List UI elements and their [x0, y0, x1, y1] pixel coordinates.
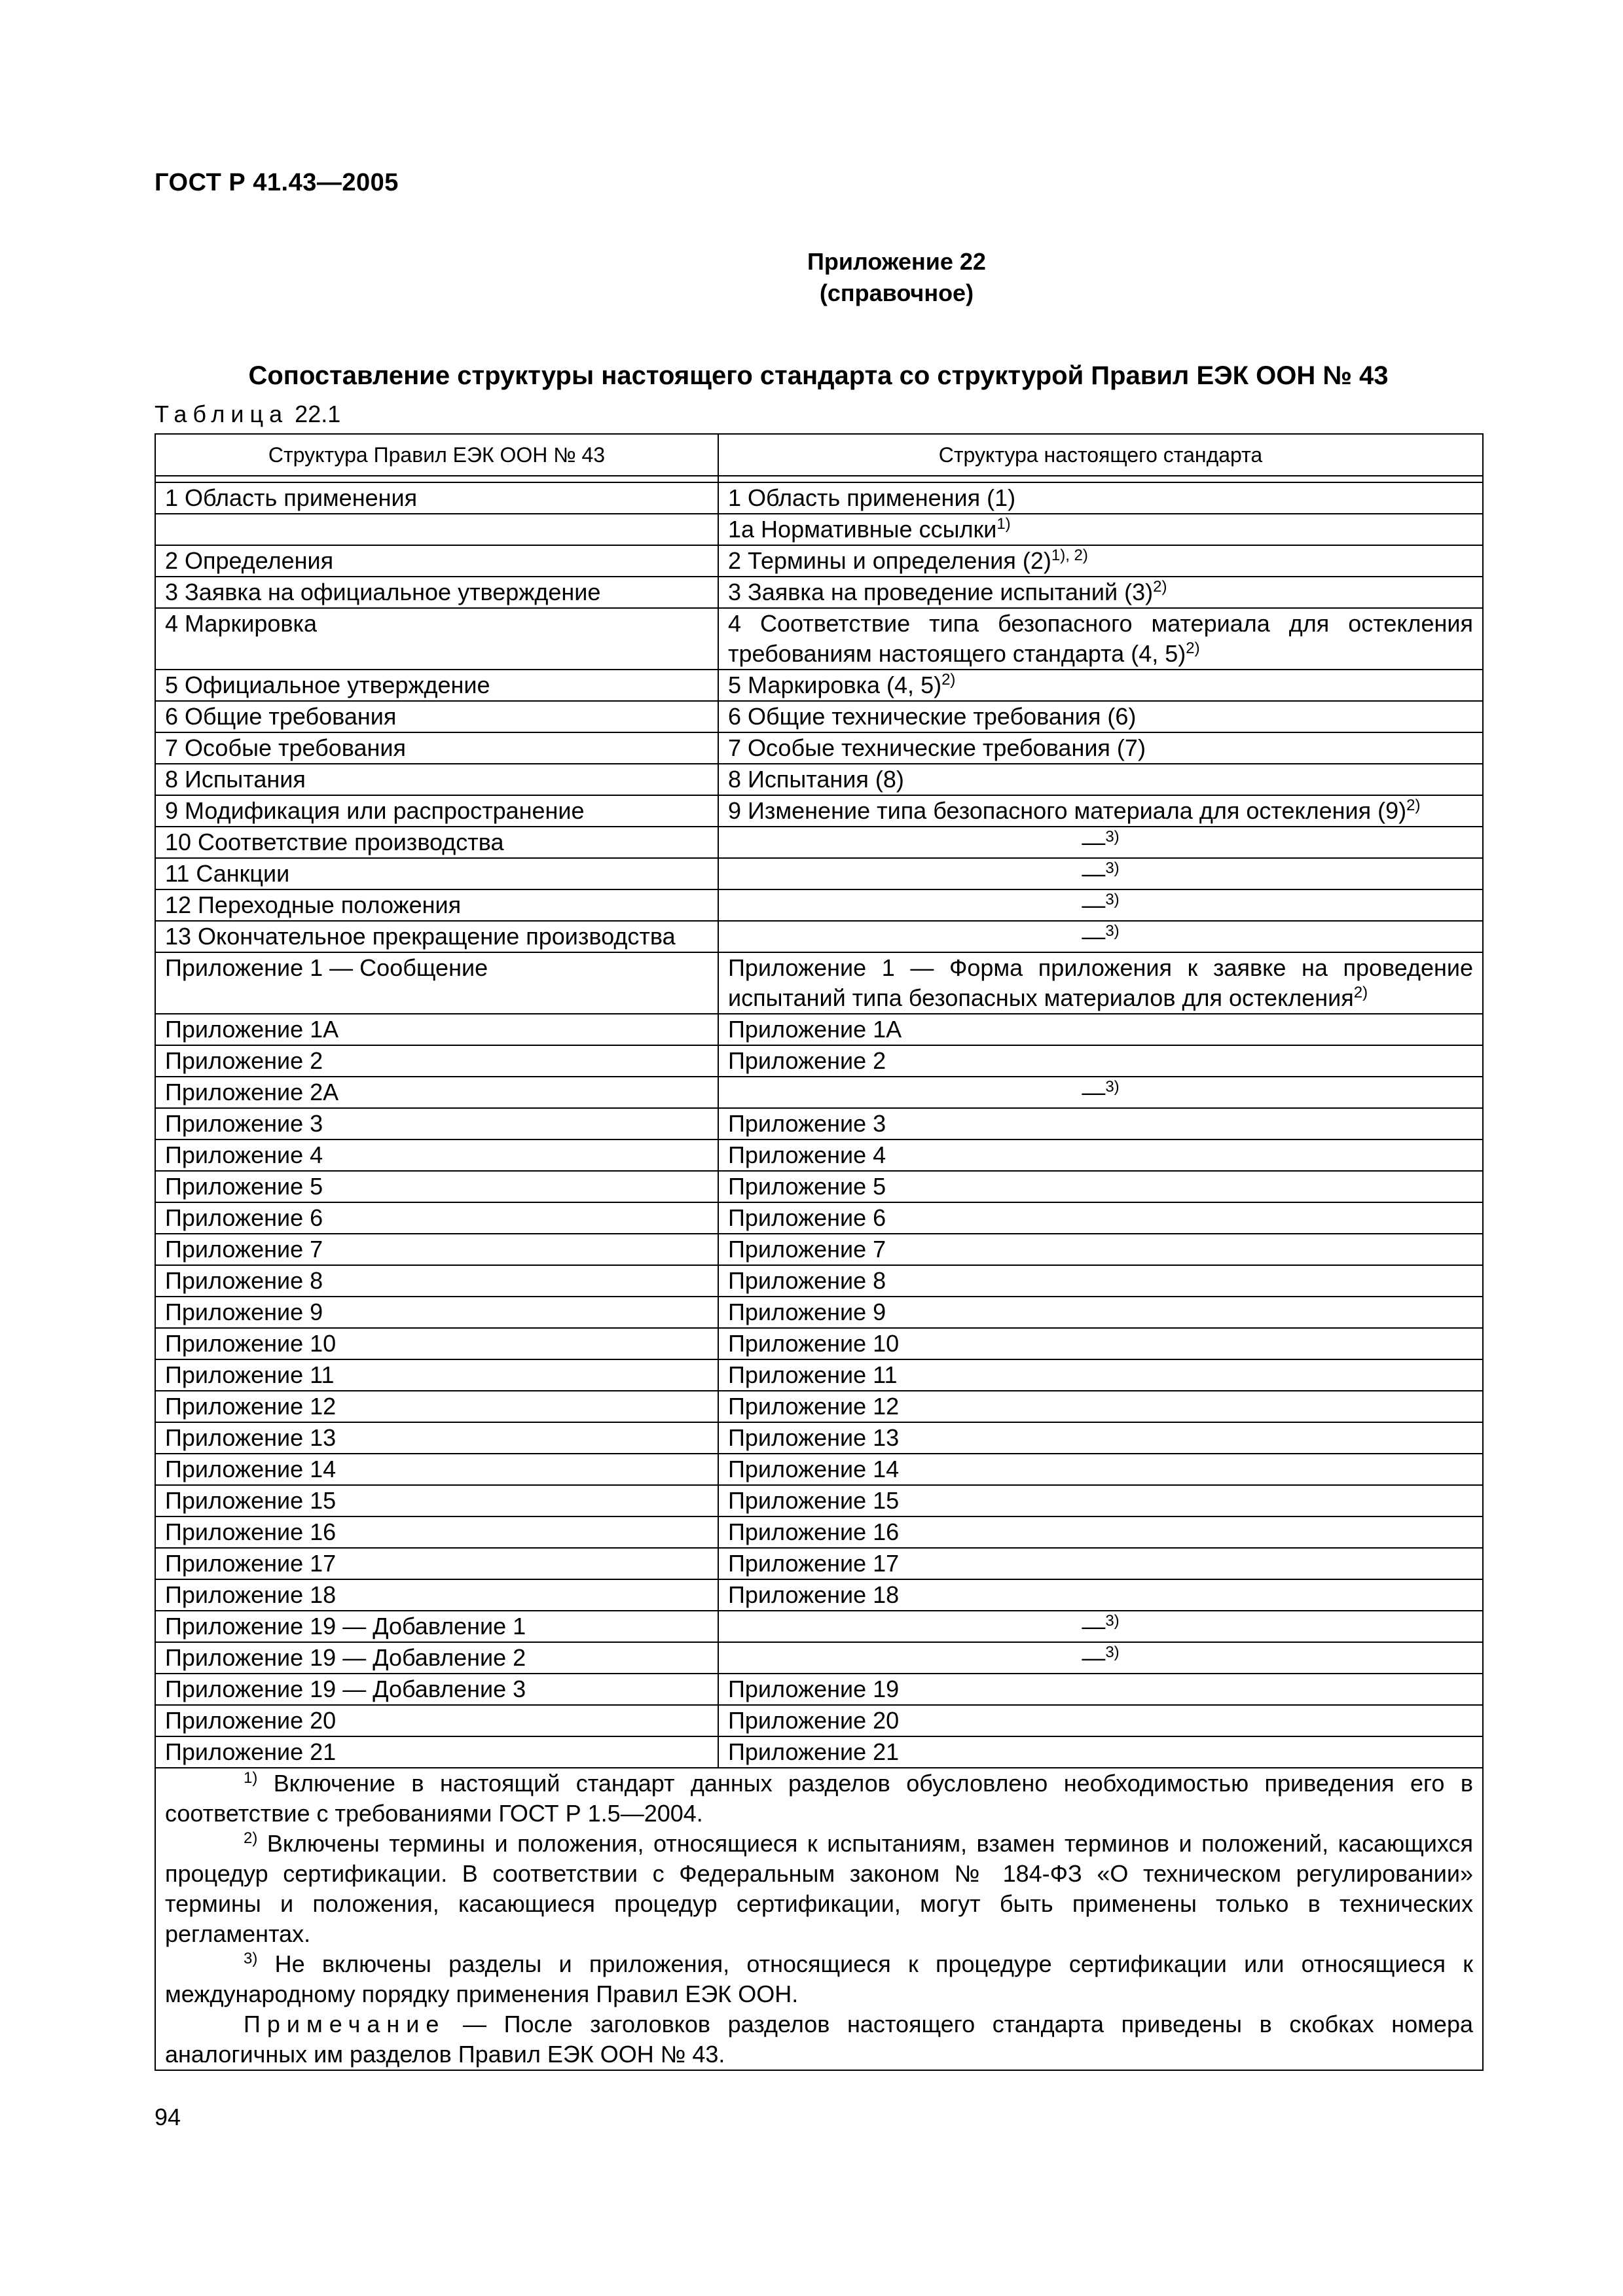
dash-placeholder: —	[1082, 923, 1106, 950]
cell-standard-structure	[718, 514, 1483, 545]
cell-standard-structure	[718, 764, 1483, 795]
table-row	[155, 795, 1483, 827]
column-header-right: Структура настоящего стандарта	[718, 434, 1483, 476]
cell-uncee-structure: 11 Санкции	[155, 858, 718, 889]
column-header-left: Структура Правил ЕЭК ООН № 43	[155, 434, 718, 476]
footnote-text: Включены термины и положения, относящиеся к испытаниям, взамен терминов и положений, касающихся процедур сертификации. В соответствии с Федеральным законом № 184-ФЗ «О техническом регулировании» термины и положения, касающиеся процедур сертификации, могут быть применены только в технических регламентах.	[165, 1830, 1473, 1947]
cell-text: Приложение 11	[728, 1361, 898, 1388]
cell-standard-structure	[718, 1422, 1483, 1454]
table-row	[155, 1297, 1483, 1328]
cell-standard-structure	[718, 921, 1483, 952]
dash-placeholder: —	[1082, 860, 1106, 887]
table-row	[155, 1077, 1483, 1108]
table-caption	[155, 401, 340, 428]
footnote-3	[165, 1949, 1473, 2009]
cell-uncee-structure: Приложение 4	[155, 1139, 718, 1171]
cell-standard-structure	[718, 1139, 1483, 1171]
dash-placeholder: —	[1082, 1644, 1106, 1671]
cell-text: Приложение 1 — Форма приложения к заявке на проведение испытаний типа безопасных материалов для остекления	[728, 954, 1473, 1011]
footnote-ref: 2)	[1153, 578, 1167, 596]
cell-text: 1а Нормативные ссылки	[728, 516, 997, 543]
cell-standard-structure	[718, 1108, 1483, 1139]
annex-title: Приложение 22	[807, 248, 986, 275]
footnote-2	[165, 1829, 1473, 1949]
table-row	[155, 1454, 1483, 1485]
cell-text: 2 Термины и определения (2)	[728, 547, 1051, 574]
cell-text: Приложение 16	[728, 1518, 900, 1545]
header-separator	[155, 476, 1483, 482]
footnote-mark: 1)	[244, 1769, 258, 1787]
table-row	[155, 670, 1483, 701]
footnote-ref: 2)	[941, 671, 956, 689]
table-row	[155, 952, 1483, 1014]
cell-uncee-structure: Приложение 14	[155, 1454, 718, 1485]
cell-standard-structure	[718, 1642, 1483, 1674]
cell-text: Приложение 7	[728, 1236, 886, 1263]
table-row	[155, 1045, 1483, 1077]
cell-standard-structure	[718, 1579, 1483, 1611]
cell-uncee-structure: Приложение 15	[155, 1485, 718, 1516]
cell-standard-structure	[718, 1077, 1483, 1108]
table-row	[155, 1736, 1483, 1768]
table-row	[155, 608, 1483, 670]
table-row	[155, 1516, 1483, 1548]
cell-text: 8 Испытания (8)	[728, 766, 904, 793]
table-row	[155, 1705, 1483, 1736]
notes-cell	[155, 1768, 1483, 2070]
cell-standard-structure	[718, 545, 1483, 577]
document-code: ГОСТ Р 41.43—2005	[155, 169, 399, 196]
footnote-ref: 2)	[1186, 639, 1200, 657]
cell-text: Приложение 3	[728, 1110, 886, 1137]
cell-standard-structure	[718, 1736, 1483, 1768]
table-row	[155, 1391, 1483, 1422]
cell-uncee-structure: 10 Соответствие производства	[155, 827, 718, 858]
cell-uncee-structure: 7 Особые требования	[155, 732, 718, 764]
cell-uncee-structure: Приложение 2А	[155, 1077, 718, 1108]
cell-standard-structure	[718, 1045, 1483, 1077]
table-row	[155, 1485, 1483, 1516]
cell-text: Приложение 6	[728, 1204, 886, 1231]
footnote-ref: 2)	[1353, 984, 1368, 1001]
table-row	[155, 1265, 1483, 1297]
footnote-ref: 1), 2)	[1051, 547, 1088, 564]
cell-standard-structure	[718, 1454, 1483, 1485]
cell-uncee-structure: Приложение 17	[155, 1548, 718, 1579]
cell-standard-structure	[718, 952, 1483, 1014]
cell-standard-structure	[718, 1297, 1483, 1328]
cell-standard-structure	[718, 608, 1483, 670]
cell-uncee-structure: Приложение 18	[155, 1579, 718, 1611]
cell-uncee-structure: 8 Испытания	[155, 764, 718, 795]
cell-uncee-structure: Приложение 13	[155, 1422, 718, 1454]
cell-uncee-structure: 2 Определения	[155, 545, 718, 577]
page-number: 94	[155, 2104, 181, 2130]
dash-placeholder: —	[1082, 891, 1106, 918]
table-row	[155, 1579, 1483, 1611]
table-caption-number: 22.1	[295, 401, 341, 427]
cell-uncee-structure: Приложение 1А	[155, 1014, 718, 1045]
table-row	[155, 1548, 1483, 1579]
cell-standard-structure	[718, 1674, 1483, 1705]
cell-text: 6 Общие технические требования (6)	[728, 703, 1137, 730]
cell-uncee-structure: Приложение 3	[155, 1108, 718, 1139]
footnote-ref: 3)	[1105, 1643, 1120, 1661]
table-row	[155, 577, 1483, 608]
table-row	[155, 858, 1483, 889]
cell-uncee-structure: Приложение 2	[155, 1045, 718, 1077]
cell-text: 9 Изменение типа безопасного материала для остекления (9)	[728, 797, 1407, 824]
table-row	[155, 1422, 1483, 1454]
table-row	[155, 827, 1483, 858]
cell-standard-structure	[718, 1485, 1483, 1516]
cell-standard-structure	[718, 1265, 1483, 1297]
table-row	[155, 889, 1483, 921]
cell-uncee-structure: 3 Заявка на официальное утверждение	[155, 577, 718, 608]
footnote-ref: 3)	[1105, 859, 1120, 877]
notes-row	[155, 1768, 1483, 2070]
cell-uncee-structure: Приложение 9	[155, 1297, 718, 1328]
cell-text: 3 Заявка на проведение испытаний (3)	[728, 579, 1154, 605]
footnote-ref: 3)	[1105, 828, 1120, 846]
table-row	[155, 1139, 1483, 1171]
cell-text: 7 Особые технические требования (7)	[728, 734, 1146, 761]
cell-text: Приложение 10	[728, 1330, 900, 1357]
cell-text: Приложение 18	[728, 1581, 900, 1608]
table-row	[155, 482, 1483, 514]
cell-text: Приложение 20	[728, 1707, 900, 1734]
cell-standard-structure	[718, 1171, 1483, 1202]
cell-text: Приложение 17	[728, 1550, 900, 1577]
table-row	[155, 1611, 1483, 1642]
table-row	[155, 1642, 1483, 1674]
cell-standard-structure	[718, 1359, 1483, 1391]
cell-standard-structure	[718, 1391, 1483, 1422]
footnote-mark: 3)	[244, 1950, 258, 1967]
table-row	[155, 1014, 1483, 1045]
table-row	[155, 732, 1483, 764]
cell-text: Приложение 1А	[728, 1016, 902, 1043]
footnote-ref: 3)	[1105, 1078, 1120, 1096]
cell-standard-structure	[718, 1202, 1483, 1234]
footnote-text: Не включены разделы и приложения, относящиеся к процедуре сертификации или относящиеся к международному порядку применения Правил ЕЭК ООН.	[165, 1950, 1473, 2007]
cell-standard-structure	[718, 858, 1483, 889]
table-row	[155, 701, 1483, 732]
cell-standard-structure	[718, 1328, 1483, 1359]
cell-standard-structure	[718, 795, 1483, 827]
footnote-mark: 2)	[244, 1829, 258, 1847]
cell-uncee-structure: Приложение 12	[155, 1391, 718, 1422]
cell-uncee-structure: Приложение 21	[155, 1736, 718, 1768]
comparison-table	[155, 433, 1484, 2071]
dash-placeholder: —	[1082, 829, 1106, 855]
footnote-ref: 3)	[1105, 891, 1120, 908]
cell-text: 1 Область применения (1)	[728, 484, 1016, 511]
dash-placeholder: —	[1082, 1613, 1106, 1640]
annex-kind: (справочное)	[819, 279, 974, 306]
cell-standard-structure	[718, 701, 1483, 732]
cell-uncee-structure: 4 Маркировка	[155, 608, 718, 670]
cell-text: Приложение 15	[728, 1487, 900, 1514]
cell-text: Приложение 19	[728, 1676, 900, 1702]
cell-uncee-structure: Приложение 16	[155, 1516, 718, 1548]
footnote-ref: 3)	[1105, 922, 1120, 940]
cell-uncee-structure: Приложение 10	[155, 1328, 718, 1359]
table-row	[155, 1171, 1483, 1202]
cell-text: Приложение 13	[728, 1424, 900, 1451]
cell-standard-structure	[718, 732, 1483, 764]
cell-text: Приложение 2	[728, 1047, 886, 1074]
cell-uncee-structure: 5 Официальное утверждение	[155, 670, 718, 701]
cell-standard-structure	[718, 1516, 1483, 1548]
cell-uncee-structure: Приложение 5	[155, 1171, 718, 1202]
cell-uncee-structure: Приложение 19 — Добавление 2	[155, 1642, 718, 1674]
cell-uncee-structure: 9 Модификация или распространение	[155, 795, 718, 827]
cell-standard-structure	[718, 889, 1483, 921]
cell-text: Приложение 8	[728, 1267, 886, 1294]
table-row	[155, 545, 1483, 577]
footnote-text: Включение в настоящий стандарт данных разделов обусловлено необходимостью приведения его в соответствие с требованиями ГОСТ Р 1.5—2004.	[165, 1770, 1473, 1827]
footnote-ref: 2)	[1406, 797, 1421, 814]
cell-standard-structure	[718, 1705, 1483, 1736]
table-row	[155, 764, 1483, 795]
dash-placeholder: —	[1082, 1079, 1106, 1105]
cell-text: Приложение 12	[728, 1393, 900, 1420]
cell-text: Приложение 9	[728, 1299, 886, 1325]
table-row	[155, 1234, 1483, 1265]
cell-text: 5 Маркировка (4, 5)	[728, 672, 942, 698]
table-caption-label: Таблица	[155, 401, 289, 427]
cell-uncee-structure	[155, 514, 718, 545]
remark-text: — После заголовков разделов настоящего стандарта приведены в скобках номера аналогичных им разделов Правил ЕЭК ООН № 43.	[165, 2011, 1473, 2068]
cell-text: Приложение 5	[728, 1173, 886, 1200]
cell-standard-structure	[718, 670, 1483, 701]
table-row	[155, 1108, 1483, 1139]
document-title: Сопоставление структуры настоящего стандарта со структурой Правил ЕЭК ООН № 43	[248, 361, 1389, 390]
cell-uncee-structure: 6 Общие требования	[155, 701, 718, 732]
cell-text: Приложение 14	[728, 1456, 900, 1482]
table-row	[155, 514, 1483, 545]
table-row	[155, 1359, 1483, 1391]
table-row	[155, 921, 1483, 952]
cell-text: Приложение 4	[728, 1141, 886, 1168]
cell-uncee-structure: Приложение 20	[155, 1705, 718, 1736]
cell-text: Приложение 21	[728, 1738, 900, 1765]
cell-uncee-structure: Приложение 19 — Добавление 1	[155, 1611, 718, 1642]
footnote-ref: 1)	[996, 515, 1011, 533]
remark-label: Примечание	[244, 2011, 446, 2037]
cell-standard-structure	[718, 1611, 1483, 1642]
cell-uncee-structure: Приложение 6	[155, 1202, 718, 1234]
cell-uncee-structure: Приложение 7	[155, 1234, 718, 1265]
table-row	[155, 1328, 1483, 1359]
cell-uncee-structure: 13 Окончательное прекращение производства	[155, 921, 718, 952]
cell-uncee-structure: Приложение 1 — Сообщение	[155, 952, 718, 1014]
remark	[165, 2009, 1473, 2070]
cell-uncee-structure: 1 Область применения	[155, 482, 718, 514]
cell-standard-structure	[718, 1548, 1483, 1579]
cell-uncee-structure: Приложение 8	[155, 1265, 718, 1297]
footnote-ref: 3)	[1105, 1612, 1120, 1630]
cell-standard-structure	[718, 827, 1483, 858]
cell-standard-structure	[718, 1014, 1483, 1045]
cell-standard-structure	[718, 482, 1483, 514]
cell-uncee-structure: Приложение 19 — Добавление 3	[155, 1674, 718, 1705]
table-row	[155, 1674, 1483, 1705]
cell-uncee-structure: Приложение 11	[155, 1359, 718, 1391]
cell-standard-structure	[718, 1234, 1483, 1265]
table-row	[155, 1202, 1483, 1234]
cell-text: 4 Соответствие типа безопасного материала для остекления требованиям настоящего стандарта (4, 5)	[728, 610, 1473, 667]
table-header-row	[155, 434, 1483, 476]
cell-uncee-structure: 12 Переходные положения	[155, 889, 718, 921]
footnote-1	[165, 1768, 1473, 1829]
cell-standard-structure	[718, 577, 1483, 608]
annex-heading	[0, 246, 1623, 309]
